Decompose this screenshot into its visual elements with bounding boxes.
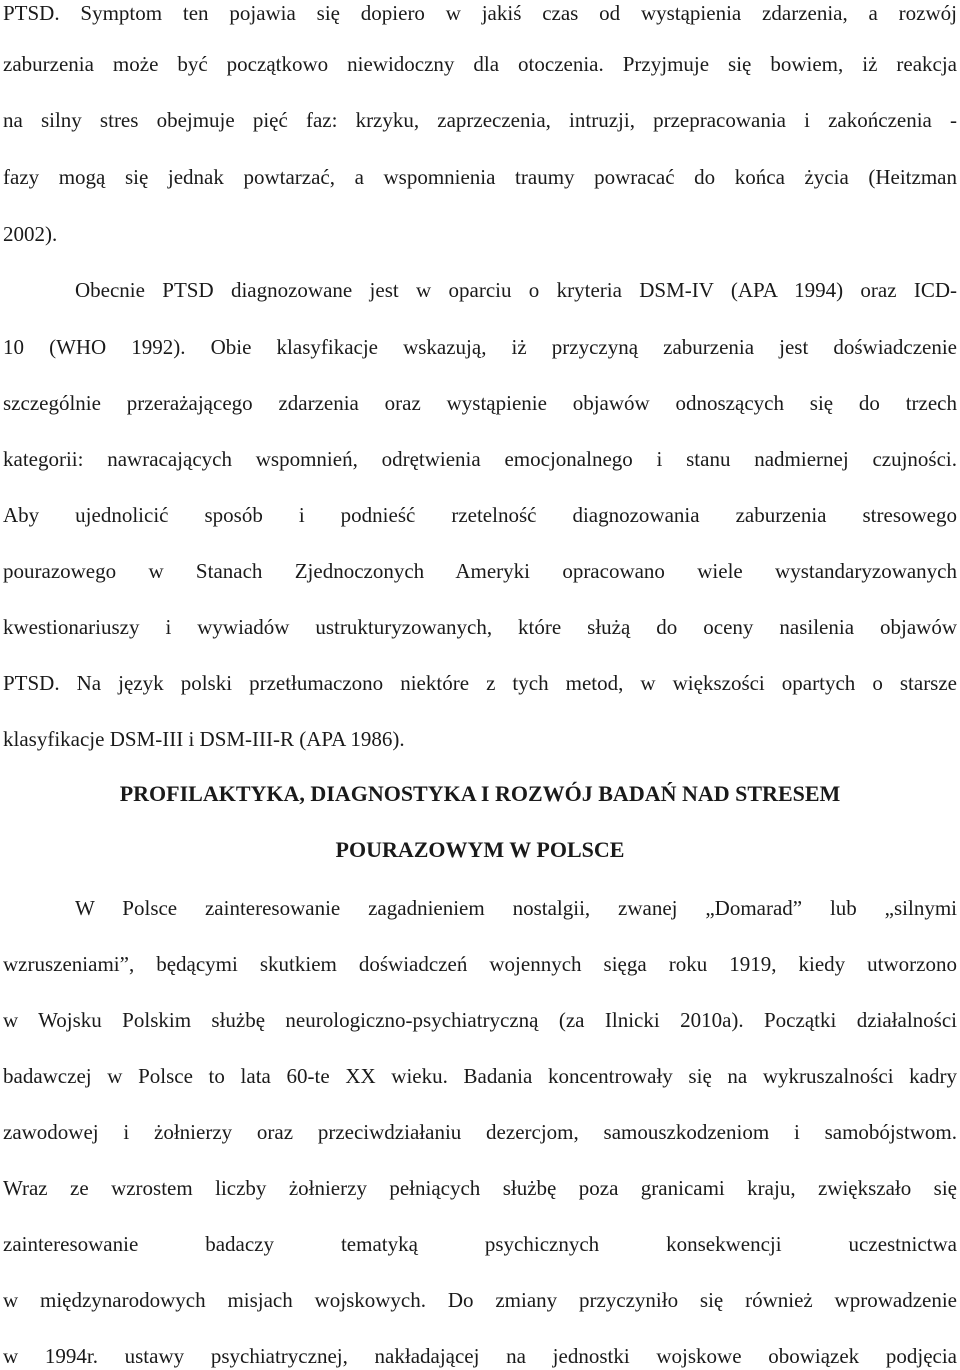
paragraph-line: Wraz ze wzrostem liczby żołnierzy pełniących służbę poza granicami kraju, zwiększało się [3, 1176, 957, 1200]
paragraph-line: zaburzenia może być początkowo niewidoczny dla otoczenia. Przyjmuje się bowiem, iż reakcja [3, 52, 957, 76]
paragraph-line: wzruszeniami”, będącymi skutkiem doświadczeń wojennych sięga roku 1919, kiedy utworzono [3, 952, 957, 976]
section-heading-line2: POURAZOWYM W POLSCE [335, 837, 625, 862]
paragraph-line: 10 (WHO 1992). Obie klasyfikacje wskazują, iż przyczyną zaburzenia jest doświadczenie [3, 335, 957, 359]
paragraph-line: kwestionariuszy i wywiadów ustrukturyzowanych, które służą do oceny nasilenia objawów [3, 615, 957, 639]
paragraph-line: w 1994r. ustawy psychiatrycznej, nakładającej na jednostki wojskowe obowiązek podjęcia [3, 1344, 957, 1368]
paragraph-line: na silny stres obejmuje pięć faz: krzyku, zaprzeczenia, intruzji, przepracowania i zakończenia - [3, 108, 957, 132]
paragraph-line: zainteresowanie badaczy tematyką psychicznych konsekwencji uczestnictwa [3, 1232, 957, 1256]
paragraph-line: 2002). [3, 222, 58, 246]
paragraph-line: pourazowego w Stanach Zjednoczonych Ameryki opracowano wiele wystandaryzowanych [3, 559, 957, 583]
paragraph-line: kategorii: nawracających wspomnień, odrętwienia emocjonalnego i stanu nadmiernej czujności. [3, 447, 957, 471]
paragraph-line: W Polsce zainteresowanie zagadnieniem nostalgii, zwanej „Domarad” lub „silnymi [75, 896, 957, 920]
paragraph-line: w międzynarodowych misjach wojskowych. Do zmiany przyczyniło się również wprowadzenie [3, 1288, 957, 1312]
paragraph-line: w Wojsku Polskim służbę neurologiczno-psychiatryczną (za Ilnicki 2010a). Początki działalności [3, 1008, 957, 1032]
paragraph-line: klasyfikacje DSM-III i DSM-III-R (APA 1986). [3, 727, 405, 751]
paragraph-line: zawodowej i żołnierzy oraz przeciwdziałaniu dezercjom, samouszkodzeniom i samobójstwom. [3, 1120, 957, 1144]
paragraph-line: Aby ujednolicić sposób i podnieść rzetelność diagnozowania zaburzenia stresowego [3, 503, 957, 527]
paragraph-line: badawczej w Polsce to lata 60-te XX wieku. Badania koncentrowały się na wykruszalności kadry [3, 1064, 957, 1088]
section-heading-line1: PROFILAKTYKA, DIAGNOSTYKA I ROZWÓJ BADAŃ NAD STRESEM [119, 781, 841, 806]
paragraph-line: PTSD. Na język polski przetłumaczono niektóre z tych metod, w większości opartych o starsze [3, 671, 957, 695]
paragraph-line: PTSD. Symptom ten pojawia się dopiero w jakiś czas od wystąpienia zdarzenia, a rozwój [3, 1, 957, 25]
paragraph-line: Obecnie PTSD diagnozowane jest w oparciu o kryteria DSM-IV (APA 1994) oraz ICD- [75, 278, 957, 302]
paragraph-line: fazy mogą się jednak powtarzać, a wspomnienia traumy powracać do końca życia (Heitzman [3, 165, 957, 189]
paragraph-line: szczególnie przerażającego zdarzenia oraz wystąpienie objawów odnoszących się do trzech [3, 391, 957, 415]
